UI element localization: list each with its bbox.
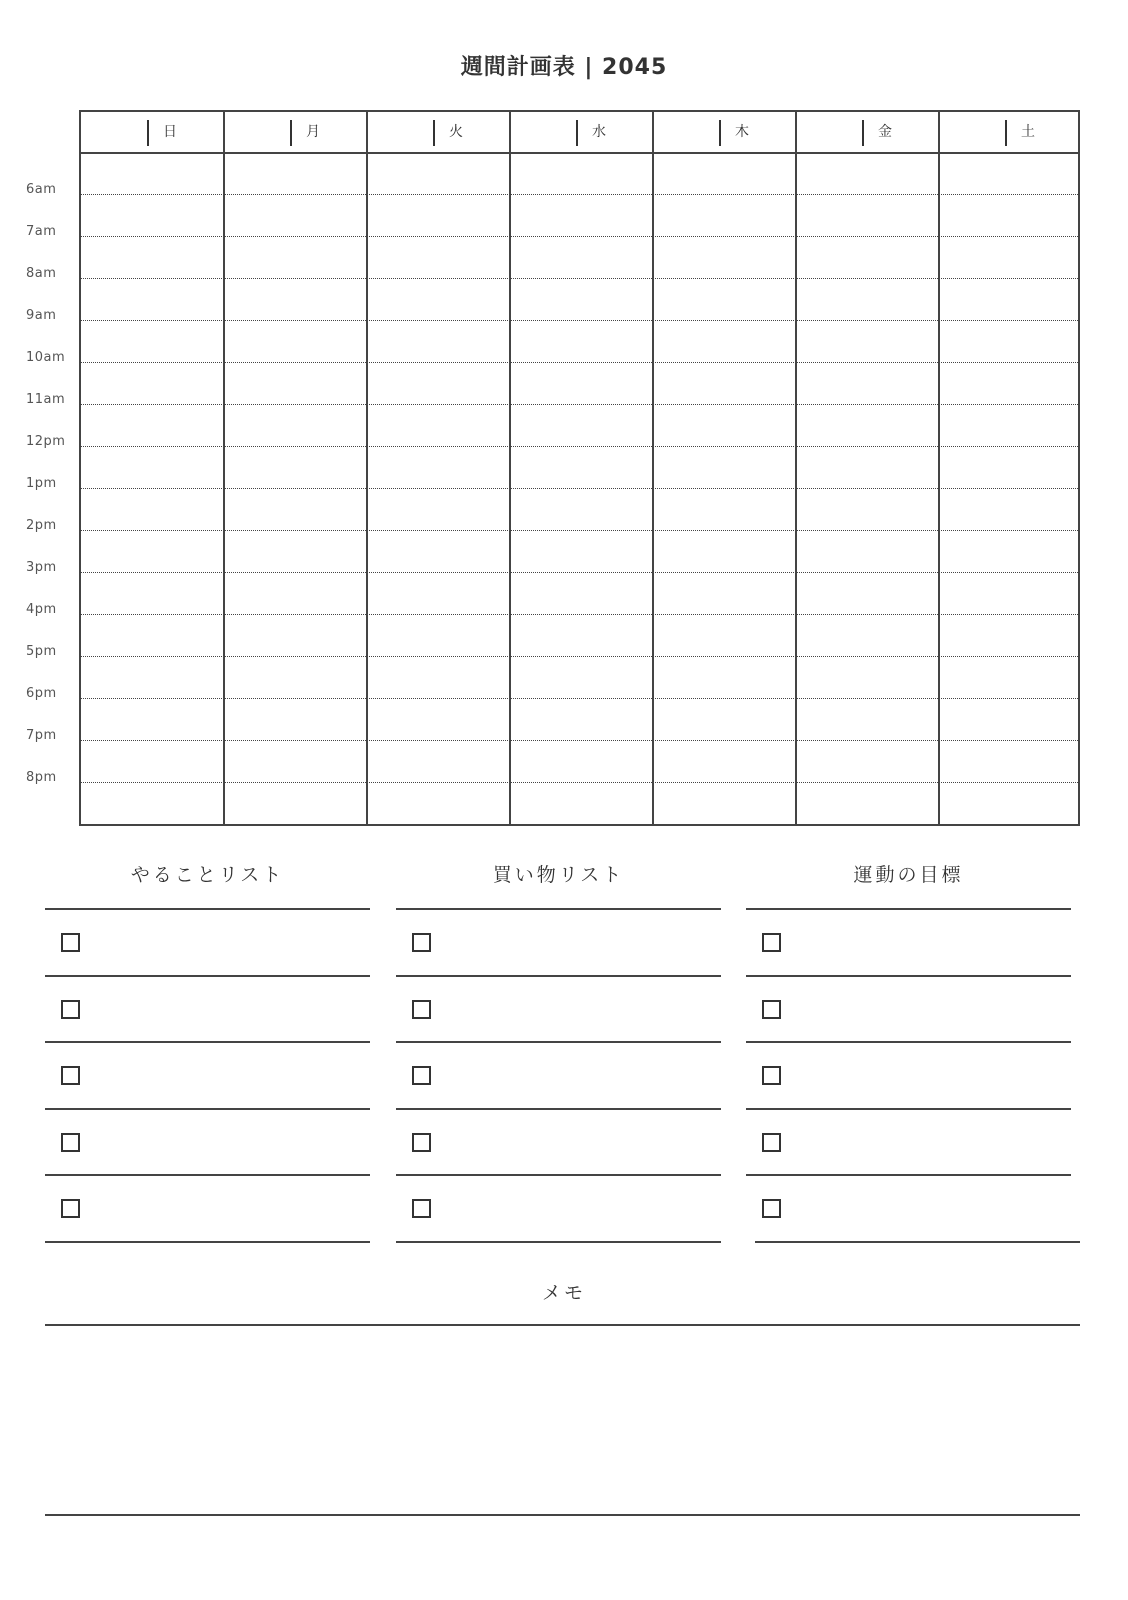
checkbox[interactable]: [61, 1133, 80, 1152]
day-header-0: [81, 112, 224, 152]
hour-line: [81, 656, 1078, 657]
day-header-bar: [862, 120, 864, 146]
checkbox[interactable]: [762, 1000, 781, 1019]
day-label: 木: [735, 124, 749, 140]
day-header-row: [81, 112, 1078, 154]
list-rule: [746, 1041, 1071, 1043]
list-rule: [396, 975, 721, 977]
list-rule: [45, 1174, 370, 1176]
day-header-bar: [290, 120, 292, 146]
list-rule: [396, 1108, 721, 1110]
hour-line: [81, 614, 1078, 615]
day-column-divider: [366, 112, 368, 824]
checkbox[interactable]: [762, 1066, 781, 1085]
list-rule: [45, 908, 370, 910]
time-label: 3pm: [26, 560, 57, 575]
time-label: 8pm: [26, 770, 57, 785]
list-rule: [746, 1174, 1071, 1176]
day-column-divider: [938, 112, 940, 824]
day-label: 月: [306, 124, 320, 140]
time-label: 11am: [26, 392, 66, 407]
day-header-4: [653, 112, 796, 152]
list-rule: [755, 1241, 1080, 1243]
day-column-divider: [509, 112, 511, 824]
day-header-bar: [576, 120, 578, 146]
hour-line: [81, 194, 1078, 195]
day-column-divider: [223, 112, 225, 824]
time-label: 12pm: [26, 434, 66, 449]
exercise-goals-list-title: 運動の目標: [853, 864, 964, 886]
day-header-5: [796, 112, 939, 152]
hour-line: [81, 740, 1078, 741]
time-label: 8am: [26, 266, 57, 281]
day-header-bar: [433, 120, 435, 146]
time-label: 10am: [26, 350, 66, 365]
list-rule: [746, 908, 1071, 910]
time-label: 6am: [26, 182, 57, 197]
hour-line: [81, 446, 1078, 447]
page-title: 週間計画表 | 2045: [460, 55, 668, 80]
day-header-bar: [1005, 120, 1007, 146]
day-header-bar: [147, 120, 149, 146]
shopping-list: [396, 860, 721, 1250]
memo-title: メモ: [541, 1282, 586, 1304]
day-header-2: [367, 112, 510, 152]
checkbox[interactable]: [412, 1066, 431, 1085]
day-header-1: [224, 112, 367, 152]
day-label: 金: [878, 124, 892, 140]
hour-line: [81, 278, 1078, 279]
checkbox[interactable]: [61, 933, 80, 952]
time-label: 7pm: [26, 728, 57, 743]
list-rule: [45, 1041, 370, 1043]
list-rule: [396, 1241, 721, 1243]
checkbox[interactable]: [762, 1199, 781, 1218]
day-label: 日: [163, 124, 177, 140]
list-rule: [45, 1108, 370, 1110]
hour-line: [81, 362, 1078, 363]
list-rule: [746, 1108, 1071, 1110]
day-label: 水: [592, 124, 606, 140]
hour-line: [81, 236, 1078, 237]
checkbox[interactable]: [61, 1066, 80, 1085]
time-label: 7am: [26, 224, 57, 239]
todo-list: [45, 860, 370, 1250]
checkbox[interactable]: [61, 1199, 80, 1218]
hour-line: [81, 404, 1078, 405]
hour-line: [81, 488, 1078, 489]
hour-line: [81, 320, 1078, 321]
weekly-schedule-grid: [79, 110, 1080, 826]
checkbox[interactable]: [412, 933, 431, 952]
time-label: 1pm: [26, 476, 57, 491]
day-header-3: [510, 112, 653, 152]
list-rule: [746, 975, 1071, 977]
hour-line: [81, 572, 1078, 573]
day-label: 土: [1021, 124, 1035, 140]
memo-top-rule: [45, 1324, 1080, 1326]
shopping-list-title: 買い物リスト: [492, 864, 625, 886]
checkbox[interactable]: [412, 1199, 431, 1218]
hour-line: [81, 782, 1078, 783]
list-rule: [396, 908, 721, 910]
checkbox[interactable]: [762, 1133, 781, 1152]
checkbox[interactable]: [61, 1000, 80, 1019]
day-header-bar: [719, 120, 721, 146]
day-column-divider: [795, 112, 797, 824]
list-rule: [396, 1174, 721, 1176]
exercise-goals-list: [746, 860, 1080, 1250]
hour-line: [81, 530, 1078, 531]
time-label: 5pm: [26, 644, 57, 659]
time-label: 4pm: [26, 602, 57, 617]
day-header-6: [939, 112, 1082, 152]
day-label: 火: [449, 124, 463, 140]
todo-list-title: やることリスト: [130, 864, 285, 886]
checkbox[interactable]: [412, 1000, 431, 1019]
checkbox[interactable]: [762, 933, 781, 952]
list-rule: [45, 975, 370, 977]
list-rule: [396, 1041, 721, 1043]
day-column-divider: [652, 112, 654, 824]
hour-line: [81, 698, 1078, 699]
memo-bottom-rule: [45, 1514, 1080, 1516]
time-label: 2pm: [26, 518, 57, 533]
time-label: 6pm: [26, 686, 57, 701]
checkbox[interactable]: [412, 1133, 431, 1152]
time-label: 9am: [26, 308, 57, 323]
list-rule: [45, 1241, 370, 1243]
